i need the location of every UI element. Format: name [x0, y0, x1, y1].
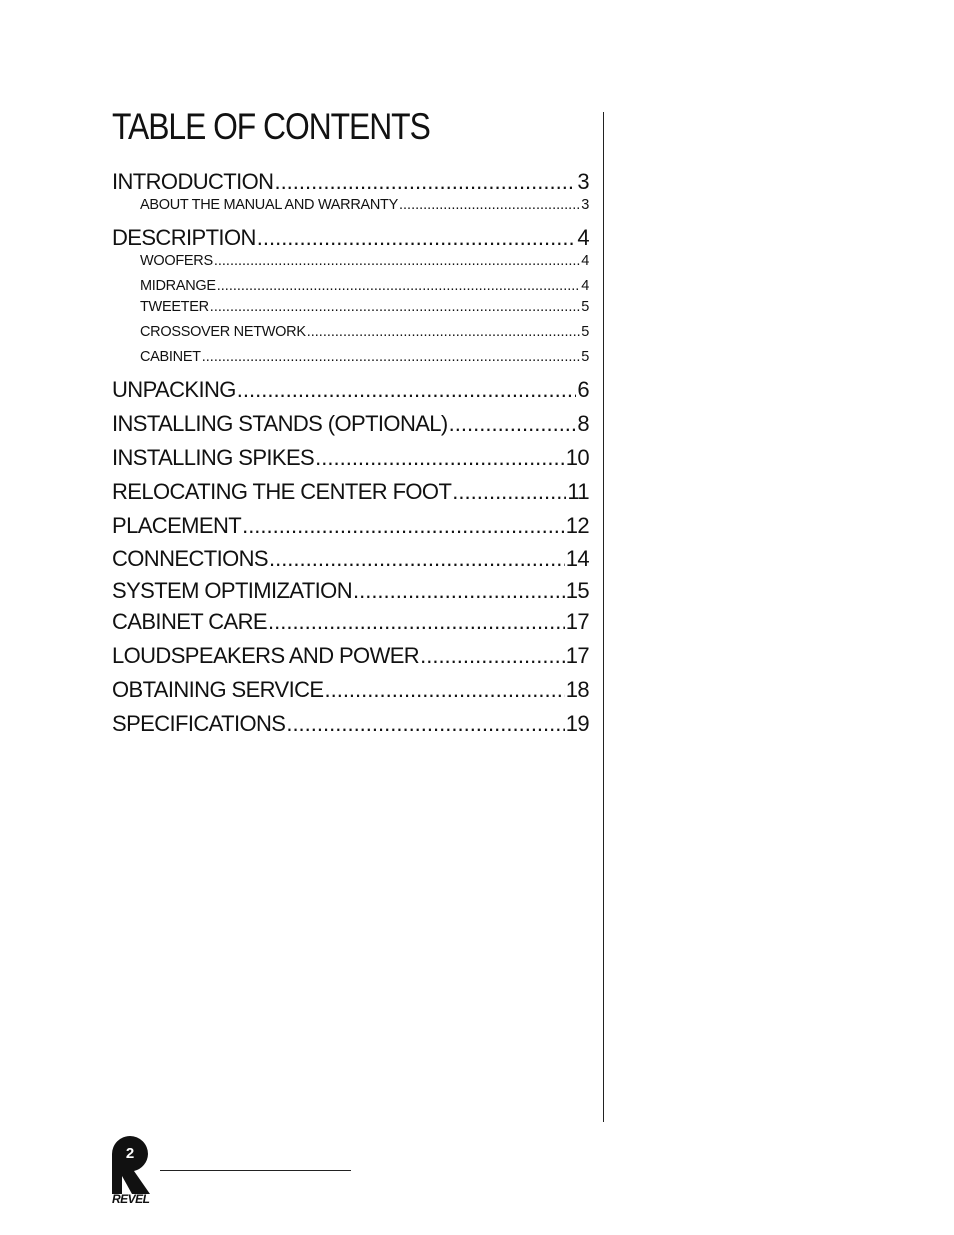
toc-page: 17 [565, 643, 589, 668]
toc-entry-specifications[interactable] [112, 710, 589, 738]
toc-page: 5 [581, 299, 589, 315]
vertical-divider [603, 112, 604, 1122]
brand-name: REVEL [112, 1192, 150, 1206]
toc-label: CROSSOVER NETWORK [140, 324, 306, 340]
toc-entry-description[interactable] [112, 224, 589, 252]
leader-dots [268, 608, 565, 636]
toc-page: 14 [565, 546, 589, 571]
toc-label: SYSTEM OPTIMIZATION [112, 578, 352, 603]
toc-page: 5 [581, 349, 589, 365]
page-number: 2 [125, 1145, 135, 1162]
toc-entry-introduction[interactable] [112, 168, 589, 196]
leader-dots [202, 347, 580, 367]
leader-dots [274, 168, 576, 196]
toc-entry-cabinet[interactable] [140, 347, 589, 367]
toc-entry-installing-stands[interactable] [112, 410, 589, 438]
toc-page: 4 [577, 225, 589, 250]
leader-dots [269, 545, 565, 573]
toc-page: 6 [577, 377, 589, 402]
toc-page: 10 [565, 445, 589, 470]
toc-label: INSTALLING SPIKES [112, 445, 315, 470]
toc-label: INSTALLING STANDS (OPTIONAL) [112, 411, 448, 436]
toc-page: 4 [581, 278, 589, 294]
toc-label: ABOUT THE MANUAL AND WARRANTY [140, 197, 398, 213]
leader-dots [452, 478, 566, 506]
leader-dots [210, 297, 580, 317]
toc-label: WOOFERS [140, 253, 213, 269]
leader-dots [307, 322, 581, 342]
toc-page: 18 [565, 677, 589, 702]
toc-label: CABINET [140, 349, 201, 365]
toc-label: PLACEMENT [112, 513, 242, 538]
toc-entry-placement[interactable] [112, 512, 589, 540]
toc-entry-woofers[interactable] [140, 251, 589, 271]
toc-page: 3 [577, 169, 589, 194]
toc-page: 4 [581, 253, 589, 269]
toc-label: INTRODUCTION [112, 169, 274, 194]
leader-dots [324, 676, 564, 704]
toc-page: 15 [565, 578, 589, 603]
leader-dots [399, 195, 580, 215]
toc-page: 11 [567, 479, 589, 504]
leader-dots [353, 577, 565, 605]
toc-entry-loudspeakers-power[interactable] [112, 642, 589, 670]
toc-label: RELOCATING THE CENTER FOOT [112, 479, 452, 504]
toc-page: 19 [565, 711, 589, 736]
toc-label: OBTAINING SERVICE [112, 677, 324, 702]
toc-entry-crossover-network[interactable] [140, 322, 589, 342]
toc-page: 12 [565, 513, 589, 538]
page-title: TABLE OF CONTENTS [112, 106, 430, 147]
leader-dots [237, 376, 577, 404]
toc-label: TWEETER [140, 299, 209, 315]
toc-entry-cabinet-care[interactable] [112, 608, 589, 636]
footer-rule [160, 1170, 351, 1171]
toc-entry-system-optimization[interactable] [112, 577, 589, 605]
toc-entry-unpacking[interactable] [112, 376, 589, 404]
leader-dots [286, 710, 564, 738]
toc-page: 17 [565, 609, 589, 634]
leader-dots [217, 276, 580, 296]
leader-dots [449, 410, 577, 438]
toc-page: 8 [577, 411, 589, 436]
leader-dots [214, 251, 580, 271]
toc-label: CABINET CARE [112, 609, 267, 634]
toc-label: MIDRANGE [140, 278, 216, 294]
toc-entry-connections[interactable] [112, 545, 589, 573]
toc-entry-installing-spikes[interactable] [112, 444, 589, 472]
leader-dots [420, 642, 565, 670]
toc-label: CONNECTIONS [112, 546, 268, 571]
toc-entry-midrange[interactable] [140, 276, 589, 296]
toc-entry-about-manual[interactable] [140, 195, 589, 215]
toc-page: 5 [581, 324, 589, 340]
toc-label: DESCRIPTION [112, 225, 256, 250]
toc-label: UNPACKING [112, 377, 236, 402]
leader-dots [315, 444, 565, 472]
toc-label: LOUDSPEAKERS AND POWER [112, 643, 420, 668]
leader-dots [257, 224, 577, 252]
toc-entry-obtaining-service[interactable] [112, 676, 589, 704]
toc-entry-relocating-center-foot[interactable] [112, 478, 589, 506]
toc-entry-tweeter[interactable] [140, 297, 589, 317]
leader-dots [242, 512, 565, 540]
toc-label: SPECIFICATIONS [112, 711, 286, 736]
toc-page: 3 [581, 197, 589, 213]
